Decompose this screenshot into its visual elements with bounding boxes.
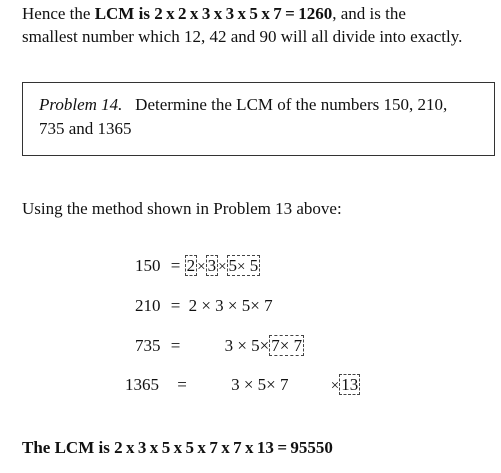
- factor-row-1365: [125, 375, 360, 395]
- factor-expression: 3 × 5×: [224, 336, 270, 355]
- factor-row-150: [135, 256, 260, 276]
- problem-line-1: [39, 95, 447, 115]
- problem-line-2: 735 and 1365: [39, 119, 132, 138]
- times-sign: ×: [197, 259, 206, 275]
- method-text: Using the method shown in Problem 13 above:: [22, 199, 342, 218]
- number: 1365: [125, 375, 159, 394]
- factor: 5: [228, 256, 238, 275]
- result-line: The LCM is 2 x 3 x 5 x 5 x 7 x 7 x 13 = 95550: [22, 438, 333, 457]
- equals: =: [170, 256, 181, 275]
- equals: =: [177, 375, 187, 394]
- boxed-factor-group: 7× 7: [271, 336, 303, 355]
- number: 210: [135, 296, 161, 315]
- times-sign: ×: [218, 259, 227, 275]
- problem-box: [22, 82, 495, 156]
- factor: 5: [249, 256, 259, 275]
- intro-is-bold: is: [134, 4, 155, 23]
- intro-line-1: [22, 3, 406, 25]
- number: 735: [135, 336, 161, 355]
- equals: =: [170, 336, 181, 355]
- boxed-factor: 13: [341, 375, 359, 394]
- intro-text: Hence the: [22, 4, 95, 23]
- factor-expression: 2 × 3 × 5× 7: [188, 296, 273, 315]
- times-sign: ×: [330, 378, 340, 394]
- problem-label: Problem 14.: [39, 95, 123, 114]
- factor-row-210: [135, 296, 273, 316]
- problem-text-1: Determine the LCM of the numbers 150, 210,: [135, 95, 448, 114]
- factor-row-735: [135, 336, 304, 356]
- intro-expression: 2 x 2 x 3 x 3 x 5 x 7 = 1260: [154, 4, 333, 23]
- boxed-factor-group: [227, 255, 261, 276]
- factor-expression: 3 × 5× 7: [231, 375, 289, 394]
- times-sign: ×: [237, 259, 246, 275]
- intro-lcm-bold: LCM: [94, 4, 135, 23]
- intro-line-2: smallest number which 12, 42 and 90 will all divide into exactly.: [22, 27, 463, 46]
- number: 150: [135, 256, 161, 275]
- intro-text-end: , and is the: [332, 4, 406, 23]
- boxed-factor: 3: [207, 256, 217, 275]
- equals: =: [170, 296, 181, 315]
- boxed-factor: 2: [186, 256, 196, 275]
